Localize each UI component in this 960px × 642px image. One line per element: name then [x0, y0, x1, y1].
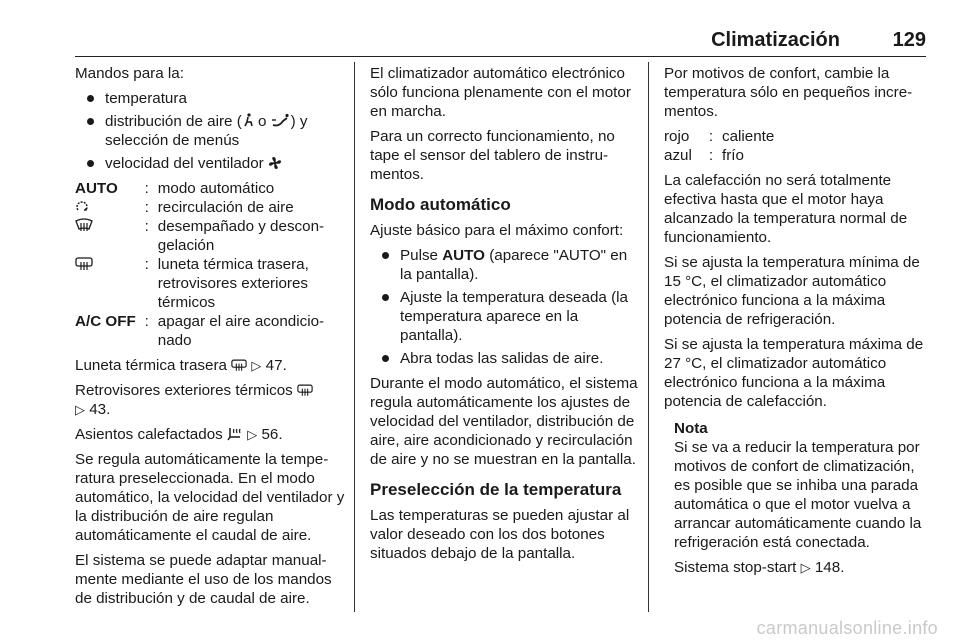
column-divider — [648, 62, 649, 612]
def-desc: frío — [722, 147, 744, 164]
paragraph: Por motivos de confort, cambie la temperatura sólo en pequeños incrementos. — [664, 65, 913, 120]
rear-window-heat-icon — [297, 383, 313, 397]
section-heading: Modo automático — [370, 195, 511, 214]
paragraph: El climatizador automático electrónico sólo funciona plenamente con el motor en marcha. — [370, 65, 631, 120]
paragraph: Asientos calefactados ▷ 56. — [75, 426, 283, 443]
seated-person-icon — [242, 113, 254, 128]
def-term: AUTO — [75, 180, 118, 197]
controls-list — [75, 89, 345, 173]
list-item: distribución de aire ( o ) y selección de menús — [75, 112, 345, 150]
page-ref-icon: ▷ — [800, 560, 811, 575]
color-definition-list: rojo : caliente azul : frío — [664, 127, 929, 165]
seat-heat-icon — [227, 427, 243, 441]
list-item: temperatura — [75, 89, 345, 108]
paragraph: Luneta térmica trasera ▷ 47. — [75, 357, 287, 374]
paragraph: Durante el modo automático, el sistema regula automáticamente los ajustes de velocidad del ventilador, distribución de aire, aire acondicionado y recirculación de aire y no se muestran en la pantalla. — [370, 375, 638, 468]
rear-window-heat-icon — [231, 358, 247, 372]
column-divider — [354, 62, 355, 612]
list-item: Abra todas las salidas de aire. — [370, 349, 640, 368]
column-3 — [664, 64, 929, 612]
controls-definition-list: AUTO : modo automático : recirculación de aire : desempañado y descongelación : luneta térmica trasera, retrovisores exteriores térmicos A/C OFF : apagar el aire acondicionado — [75, 179, 345, 350]
paragraph: Si se ajusta la temperatura mínima de 15 °C, el climatizador automático electrónico funciona a la máxima potencia de refrigeración. — [664, 254, 920, 328]
recirculation-icon — [75, 201, 89, 214]
steps-list — [370, 246, 640, 368]
auto-keyword: AUTO — [442, 247, 485, 264]
paragraph: Se regula automáticamente la temperatura preseleccionada. En el modo automático, la velocidad del ventilador y la distribución de aire regulan automáticamente el caudal de aire. — [75, 451, 345, 544]
def-desc: modo automático — [157, 180, 275, 197]
column-2 — [370, 64, 640, 612]
paragraph: Retrovisores exteriores térmicos ▷ 43. — [75, 381, 345, 419]
paragraph: El sistema se puede adaptar manualmente mediante el uso de los mandos de distribución y de caudal de aire. — [75, 552, 332, 607]
note-text: Si se va a reducir la temperatura por motivos de confort de climatización, es posible que se inhiba una parada automática o que el motor vuelva a arrancar automáticamente cuando la refrigeración está conectada. — [674, 439, 922, 551]
page-reference-link[interactable]: 148. — [814, 559, 845, 576]
page-reference-link[interactable]: 56. — [261, 426, 283, 443]
air-flow-icon — [271, 113, 291, 128]
paragraph: La calefacción no será totalmente efectiva hasta que el motor haya alcanzado la temperatura normal de funcionamiento. — [664, 172, 908, 246]
paragraph: Las temperaturas se pueden ajustar al valor deseado con los dos botones situados debajo de la pantalla. — [370, 507, 630, 562]
page-number: 129 — [892, 29, 926, 51]
paragraph: Si se ajusta la temperatura máxima de 27 °C, el climatizador automático electrónico funciona a la máxima potencia de calefacción. — [664, 336, 924, 410]
rear-window-heat-icon — [75, 256, 93, 271]
defrost-icon — [75, 218, 93, 233]
list-item: Pulse AUTO (aparece "AUTO" en la pantalla). — [370, 246, 640, 284]
header-rule — [75, 56, 926, 57]
def-term: azul — [664, 147, 692, 164]
def-desc: desempañado y descongelación — [157, 218, 325, 254]
list-item: velocidad del ventilador — [75, 154, 345, 173]
def-desc: luneta térmica trasera, retrovisores exteriores térmicos — [157, 256, 309, 311]
page-ref-icon: ▷ — [247, 427, 258, 442]
page-header — [0, 0, 960, 54]
def-desc: recirculación de aire — [157, 199, 294, 216]
page-reference-link[interactable]: 47. — [265, 357, 287, 374]
column-1 — [75, 64, 345, 612]
paragraph: Ajuste básico para el máximo confort: — [370, 222, 624, 239]
def-term: rojo — [664, 128, 690, 145]
page-ref-icon: ▷ — [75, 402, 85, 417]
fan-icon — [268, 156, 282, 170]
section-title: Climatización — [711, 29, 840, 51]
page-reference-link[interactable]: 43. — [89, 401, 111, 418]
paragraph: Sistema stop-start ▷ 148. — [674, 559, 845, 576]
page-ref-icon: ▷ — [251, 358, 262, 373]
intro-text: Mandos para la: — [75, 65, 184, 82]
note-box — [664, 419, 929, 577]
watermark: carmanualsonline.info — [756, 618, 938, 638]
def-desc: caliente — [722, 128, 775, 145]
list-item: Ajuste la temperatura deseada (la temperatura aparece en la pantalla). — [370, 288, 640, 345]
paragraph: Para un correcto funcionamiento, no tape el sensor del tablero de instrumentos. — [370, 128, 615, 183]
section-heading: Preselección de la temperatura — [370, 480, 622, 499]
def-term: A/C OFF — [75, 313, 136, 330]
note-title: Nota — [674, 420, 708, 437]
def-desc: apagar el aire acondicionado — [157, 313, 325, 349]
